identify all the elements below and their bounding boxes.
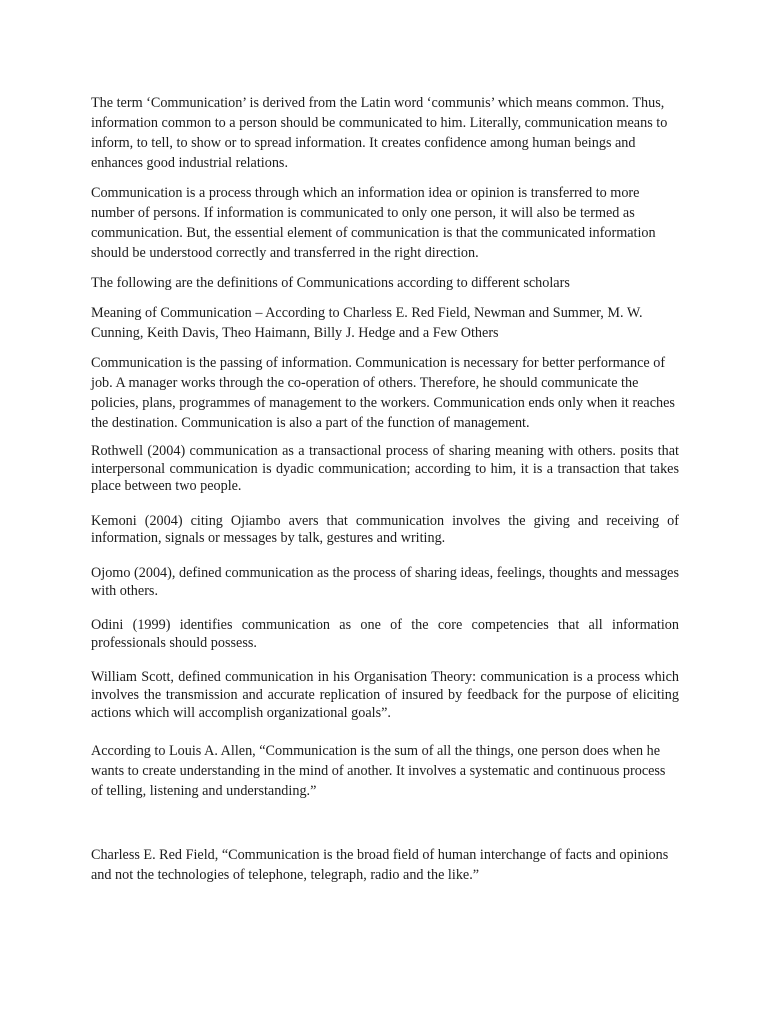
paragraph-red-field: Charless E. Red Field, “Communication is the broad field of human interchange of facts and opinions and not the technologies of telephone, telegraph, radio and the like.” [91, 847, 669, 884]
document-body [91, 93, 679, 895]
paragraph-passing-information: Communication is the passing of information. Communication is necessary for better performance of job. A manager works through the co-operation of others. Therefore, he should communicate the policies, plans, programmes of management to the workers. Communication ends only when it reaches the destination. Communication is also a part of the function of management. [91, 355, 675, 431]
paragraph-definitions-intro: The following are the definitions of Communications according to different scholars [91, 275, 570, 291]
paragraph-etymology: The term ‘Communication’ is derived from the Latin word ‘communis’ which means common. Thus, information common to a person should be communicated to him. Literally, communication means to inform, to tell, to show or to spread information. It creates confidence among human beings and enhances good industrial relations. [91, 95, 668, 171]
paragraph-rothwell: Rothwell (2004) communication as a transactional process of sharing meaning with others. posits that interpersonal communication is dyadic communication; according to him, it is a transaction that takes place between two people. [91, 443, 679, 495]
paragraph-louis-allen: According to Louis A. Allen, “Communication is the sum of all the things, one person does when he wants to create understanding in the mind of another. It involves a systematic and continuous process of telling, listening and understanding.” [91, 743, 666, 800]
paragraph-meaning-heading: Meaning of Communication – According to Charless E. Red Field, Newman and Summer, M. W. Cunning, Keith Davis, Theo Haimann, Billy J. Hedge and a Few Others [91, 305, 643, 341]
paragraph-ojomo: Ojomo (2004), defined communication as the process of sharing ideas, feelings, thoughts and messages with others. [91, 564, 679, 599]
paragraph-william-scott: William Scott, defined communication in his Organisation Theory: communication is a process which involves the transmission and accurate replication of insured by feedback for the purpose of eliciting actions which will accomplish organizational goals”. [91, 669, 679, 721]
paragraph-process: Communication is a process through which an information idea or opinion is transferred to more number of persons. If information is communicated to only one person, it will also be termed as communication. But, the essential element of communication is that the communicated information should be understood correctly and transferred in the right direction. [91, 185, 656, 261]
blank-line [91, 811, 679, 845]
paragraph-kemoni: Kemoni (2004) citing Ojiambo avers that communication involves the giving and receiving of information, signals or messages by talk, gestures and writing. [91, 512, 679, 547]
paragraph-odini: Odini (1999) identifies communication as one of the core competencies that all information professionals should possess. [91, 617, 679, 651]
